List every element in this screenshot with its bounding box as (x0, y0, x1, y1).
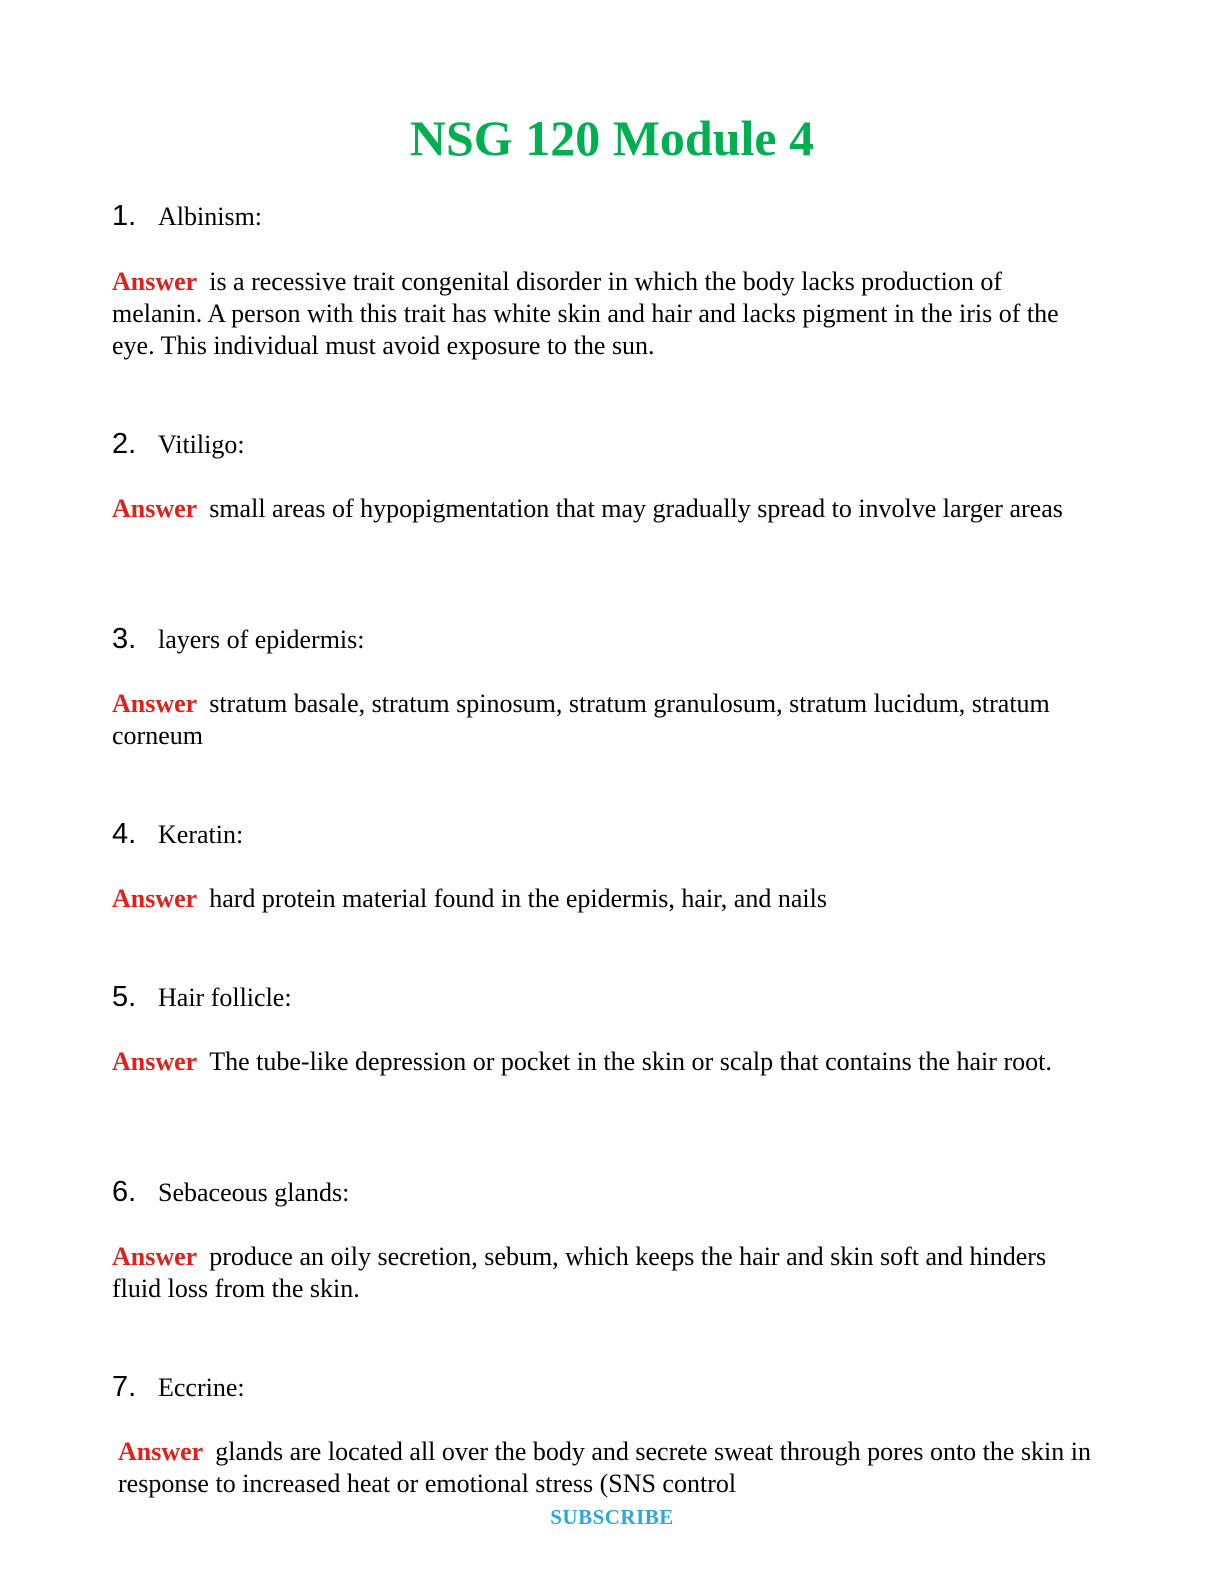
answer-4 (112, 883, 1092, 915)
question-6 (112, 1174, 349, 1210)
question-term: layers of epidermis: (158, 625, 365, 654)
question-term: Sebaceous glands: (158, 1178, 350, 1207)
question-number: 1. (112, 200, 137, 232)
answer-5 (112, 1046, 1092, 1078)
answer-3 (112, 688, 1092, 752)
answer-text: hard protein material found in the epidermis, hair, and nails (209, 884, 827, 913)
question-term: Keratin: (158, 820, 244, 849)
answer-text: glands are located all over the body and secrete sweat through pores onto the skin in response to increased heat or emotional stress (SNS control (118, 1437, 1092, 1498)
answer-7 (118, 1436, 1098, 1500)
answer-text: is a recessive trait congenital disorder in which the body lacks production of melanin. A person with this trait has white skin and hair and lacks pigment in the iris of the eye. This individual must avoid exposure to the sun. (112, 267, 1059, 360)
question-4 (112, 816, 243, 852)
answer-1 (112, 266, 1092, 362)
question-5 (112, 979, 292, 1015)
question-number: 4. (112, 818, 137, 850)
question-7 (112, 1369, 245, 1405)
question-term: Albinism: (158, 202, 263, 231)
answer-text: The tube-like depression or pocket in the skin or scalp that contains the hair root. (209, 1047, 1052, 1076)
question-number: 6. (112, 1176, 137, 1208)
answer-label: Answer (112, 884, 198, 913)
question-term: Eccrine: (158, 1373, 245, 1402)
question-3 (112, 621, 365, 657)
question-number: 2. (112, 428, 137, 460)
answer-2 (112, 493, 1092, 525)
answer-label: Answer (112, 267, 198, 296)
question-number: 5. (112, 981, 137, 1013)
answer-label: Answer (112, 689, 198, 718)
question-number: 3. (112, 623, 137, 655)
answer-text: produce an oily secretion, sebum, which keeps the hair and skin soft and hinders fluid loss from the skin. (112, 1242, 1047, 1303)
question-2 (112, 426, 245, 462)
answer-text: stratum basale, stratum spinosum, stratum granulosum, stratum lucidum, stratum corneum (112, 689, 1050, 750)
answer-label: Answer (118, 1437, 204, 1466)
question-number: 7. (112, 1371, 137, 1403)
answer-text: small areas of hypopigmentation that may gradually spread to involve larger areas (209, 494, 1063, 523)
question-term: Vitiligo: (158, 430, 245, 459)
answer-6 (112, 1241, 1092, 1305)
question-1 (112, 198, 262, 234)
answer-label: Answer (112, 1242, 198, 1271)
page-title: NSG 120 Module 4 (409, 110, 815, 166)
answer-label: Answer (112, 494, 198, 523)
question-term: Hair follicle: (158, 983, 292, 1012)
answer-label: Answer (112, 1047, 198, 1076)
subscribe-link[interactable]: SUBSCRIBE (550, 1505, 674, 1529)
